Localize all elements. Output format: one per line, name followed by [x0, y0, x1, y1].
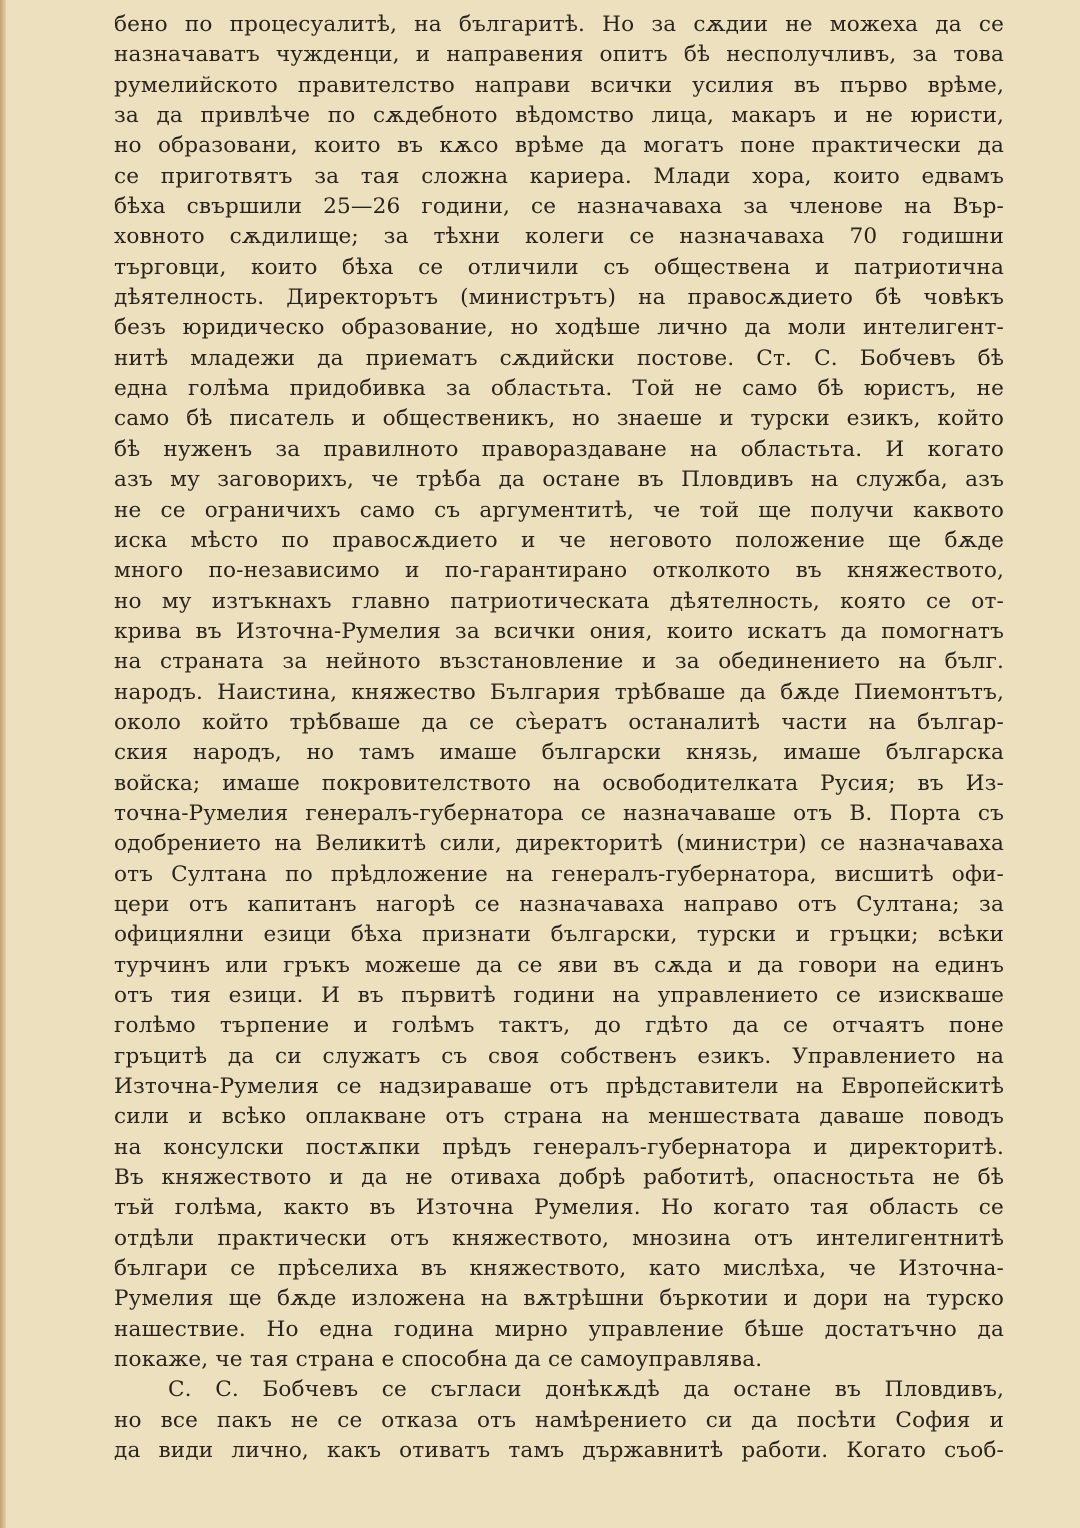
text-line: назначаватъ чужденци, и направения опитъ бѣ несполучливъ, за това — [114, 42, 1004, 68]
text-line: сили и всѣко оплакване отъ страна на меншествата даваше поводъ — [114, 1104, 1004, 1130]
text-line: отдѣли практически отъ княжеството, мнозина отъ интелигентнитѣ — [114, 1225, 1004, 1251]
text-line: се приготвятъ за тая сложна кариера. Млади хора, които едвамъ — [114, 163, 1004, 189]
text-line: ховното сѫдилище; за тѣхни колеги се назначаваха 70 годишни — [114, 224, 1004, 250]
text-line: но все пакъ не се отказа отъ намѣрението си да посѣти София и — [114, 1407, 1004, 1433]
text-line: отъ тия езици. И въ първитѣ години на управлението се изискваше — [114, 983, 1004, 1008]
text-line: много по-независимо и по-гарантирано отколкото въ княжеството, — [114, 558, 1004, 584]
page-text — [114, 10, 1004, 1467]
text-line: С. С. Бобчевъ се съгласи донѣкѫдѣ да остане въ Пловдивъ, — [168, 1377, 1004, 1403]
text-line: нитѣ младежи да приематъ сѫдийски постове. Ст. С. Бобчевъ бѣ — [114, 345, 1004, 371]
text-line: да види лично, какъ отиватъ тамъ държавнитѣ работи. Когато съоб- — [114, 1438, 1004, 1464]
text-line: голѣмо търпение и голѣмъ тактъ, до гдѣто да се отчаятъ поне — [114, 1013, 1004, 1039]
text-line: нашествие. Но една година мирно управление бѣше достатъчно да — [114, 1316, 1004, 1342]
text-line: одобрението на Великитѣ сили, директоритѣ (министри) се назначаваха — [114, 831, 1004, 857]
text-line: точна-Румелия генералъ-губернатора се назначаваше отъ В. Порта съ — [114, 800, 1004, 826]
text-line: дѣятелность. Директорътъ (министрътъ) на правосѫдието бѣ човѣкъ — [114, 285, 1004, 311]
text-line: на консулски постѫпки прѣдъ генералъ-губернатора и директоритѣ. — [114, 1134, 1004, 1160]
text-line: Румелия ще бѫде изложена на вѫтрѣшни бъркотии и дори на турско — [114, 1286, 1004, 1312]
scan-edge — [0, 0, 6, 1528]
text-line: ския народъ, но тамъ имаше български князь, имаше българска — [114, 740, 1004, 766]
text-line: народъ. Наистина, княжество България трѣбваше да бѫде Пиемонтътъ, — [114, 679, 1004, 705]
text-line: българи се прѣселиха въ княжеството, като мислѣха, че Източна- — [114, 1256, 1004, 1282]
text-line: цери отъ капитанъ нагорѣ се назначаваха направо отъ Султана; за — [114, 891, 1004, 917]
text-line: Източна-Румелия се надзираваше отъ прѣдставители на Европейскитѣ — [114, 1074, 1004, 1100]
text-line: иска мѣсто по правосѫдието и че неговото положение ще бѫде — [114, 527, 1004, 553]
text-line: Въ княжеството и да не отиваха добрѣ работитѣ, опасностьта не бѣ — [114, 1165, 1004, 1191]
text-line: тъй голѣма, както въ Източна Румелия. Но когато тая область се — [114, 1195, 1004, 1221]
text-line: на страната за нейното възстановление и за обединението на бълг. — [114, 649, 1004, 675]
text-line: турчинъ или гръкъ можеше да се яви въ сѫда и да говори на единъ — [114, 952, 1004, 978]
text-line: гръцитѣ да си служатъ съ своя собственъ езикъ. Управлението на — [114, 1043, 1004, 1069]
text-line: една голѣма придобивка за областьта. Той не само бѣ юристъ, не — [114, 376, 1004, 402]
text-line: румелийското правителство направи всички усилия въ първо врѣме, — [114, 72, 1004, 98]
text-line: около който трѣбваше да се съ̀ератъ останалитѣ части на българ- — [114, 709, 1004, 735]
text-line: азъ му заговорихъ, че трѣба да остане въ Пловдивъ на служба, азъ — [114, 467, 1004, 493]
text-line: търговци, които бѣха се отличили съ обществена и патриотична — [114, 254, 1004, 280]
text-line: официялни езици бѣха признати български, турски и гръцки; всѣки — [114, 922, 1004, 948]
text-line: безъ юридическо образование, но ходѣше лично да моли интелигент- — [114, 315, 1004, 341]
text-line: за да привлѣче по сѫдебното вѣдомство лица, макаръ и не юристи, — [114, 103, 1004, 129]
text-line: но образовани, които въ кѫсо врѣме да могатъ поне практически да — [114, 133, 1004, 159]
text-line: войска; имаше покровителството на освободителката Русия; въ Из- — [114, 770, 1004, 796]
text-line: отъ Султана по прѣдложение на генералъ-губернатора, висшитѣ офи- — [114, 861, 1004, 887]
text-line: бѣха свършили 25—26 години, се назначаваха за членове на Вър- — [114, 194, 1004, 220]
text-line: само бѣ писатель и общественикъ, но знаеше и турски езикъ, който — [114, 406, 1004, 432]
text-line: покаже, че тая страна е способна да се самоуправлява. — [114, 1347, 763, 1373]
text-line: бено по процесуалитѣ, на българитѣ. Но за сѫдии не можеха да се — [114, 12, 1004, 37]
text-line: не се ограничихъ само съ аргументитѣ, че той ще получи каквото — [114, 497, 1004, 523]
text-line: но му изтъкнахъ главно патриотическата дѣятелность, която се от- — [114, 588, 1004, 614]
text-line: бѣ нуженъ за правилното правораздаване на областьта. И когато — [114, 436, 1004, 462]
text-line: крива въ Източна-Румелия за всички ония, които искатъ да помогнатъ — [114, 618, 1004, 644]
